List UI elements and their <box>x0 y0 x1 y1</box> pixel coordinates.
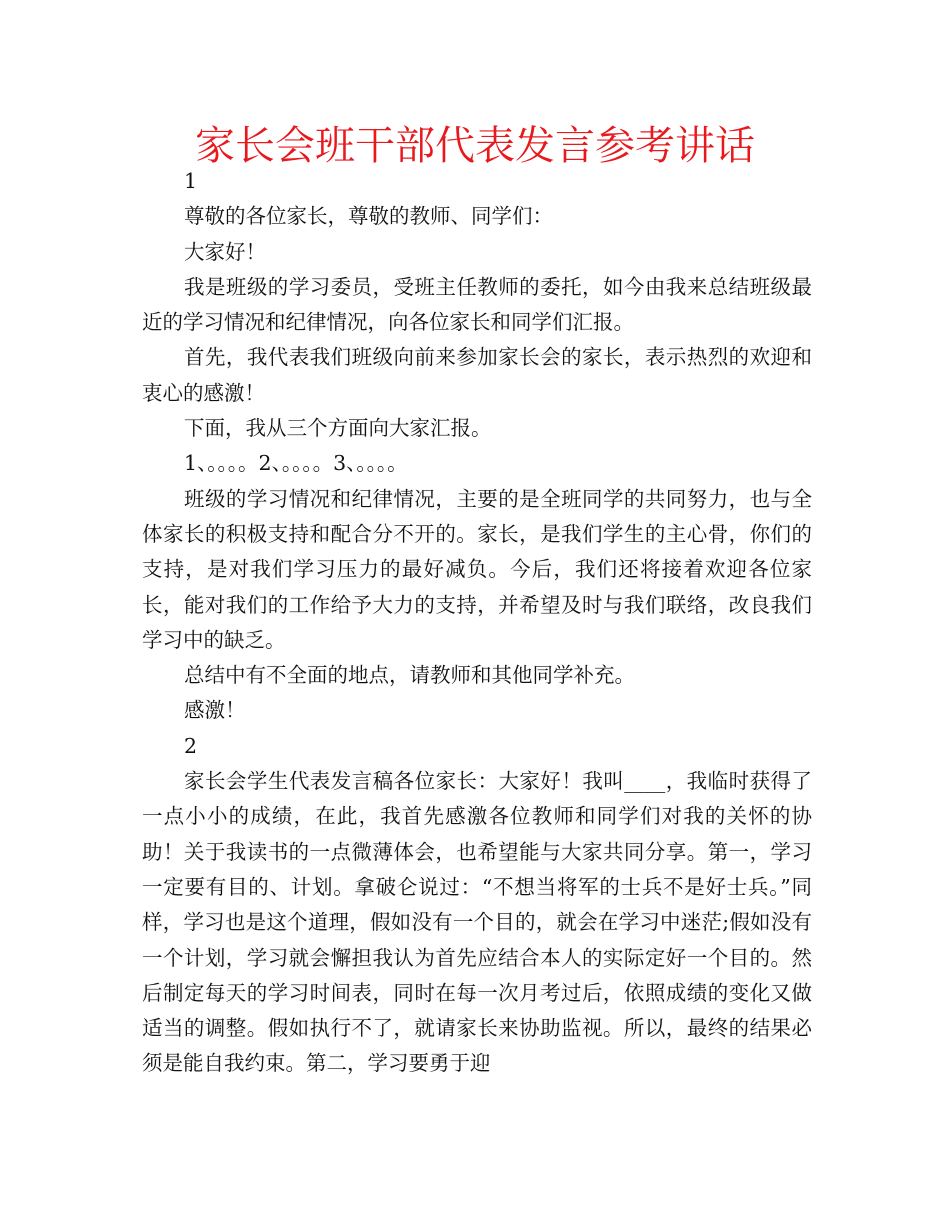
paragraph-thanks: 感激！ <box>184 698 246 723</box>
document-title: 家长会班干部代表发言参考讲话 <box>195 123 755 169</box>
section-number-2: 2 <box>184 733 198 758</box>
salutation: 尊敬的各位家长，尊敬的教师、同学们： <box>184 204 553 229</box>
paragraph-welcome: 首先，我代表我们班级向前来参加家长会的家长，表示热烈的欢迎和衷心的感激！ <box>142 345 812 405</box>
paragraph-closing: 总结中有不全面的地点，请教师和其他同学补充。 <box>184 663 635 688</box>
paragraph-body: 班级的学习情况和纪律情况，主要的是全班同学的共同努力，也与全体家长的积极支持和配合分不开的。家长，是我们学生的主心骨，你们的支持，是对我们学习压力的最好减负。今后，我们还将接着欢迎各位家长，能对我们的工作给予大力的支持，并希望及时与我们联络，改良我们学习中的缺乏。 <box>142 486 812 652</box>
section-number-1: 1 <box>184 169 198 193</box>
paragraph-intro: 我是班级的学习委员，受班主任教师的委托，如今由我来总结班级最近的学习情况和纪律情况，向各位家长和同学们汇报。 <box>142 274 812 335</box>
document-body <box>142 164 812 1082</box>
paragraph-speech: 家长会学生代表发言稿各位家长：大家好！我叫____，我临时获得了一点小小的成绩，在此，我首先感激各位教师和同学们对我的关怀的协助！关于我读书的一点微薄体会，也希望能与大家共同分享。第一，学习一定要有目的、计划。拿破仑说过：“不想当将军的士兵不是好士兵。”同样，学习也是这个道理，假如没有一个目的，就会在学习中迷茫;假如没有一个计划，学习就会懈担我认为首先应结合本人的实际定好一个目的。然后制定每天的学习时间表，同时在每一次月考过后，依照成绩的变化又做适当的调整。假如执行不了，就请家长来协助监视。所以，最终的结果必须是能自我约束。第二，学习要勇于迎 <box>142 769 812 1076</box>
paragraph-overview: 下面，我从三个方面向大家汇报。 <box>184 416 492 441</box>
paragraph-list: 1、。。。。2、。。。。3、。。。。 <box>184 451 408 476</box>
greeting: 大家好！ <box>184 239 266 264</box>
